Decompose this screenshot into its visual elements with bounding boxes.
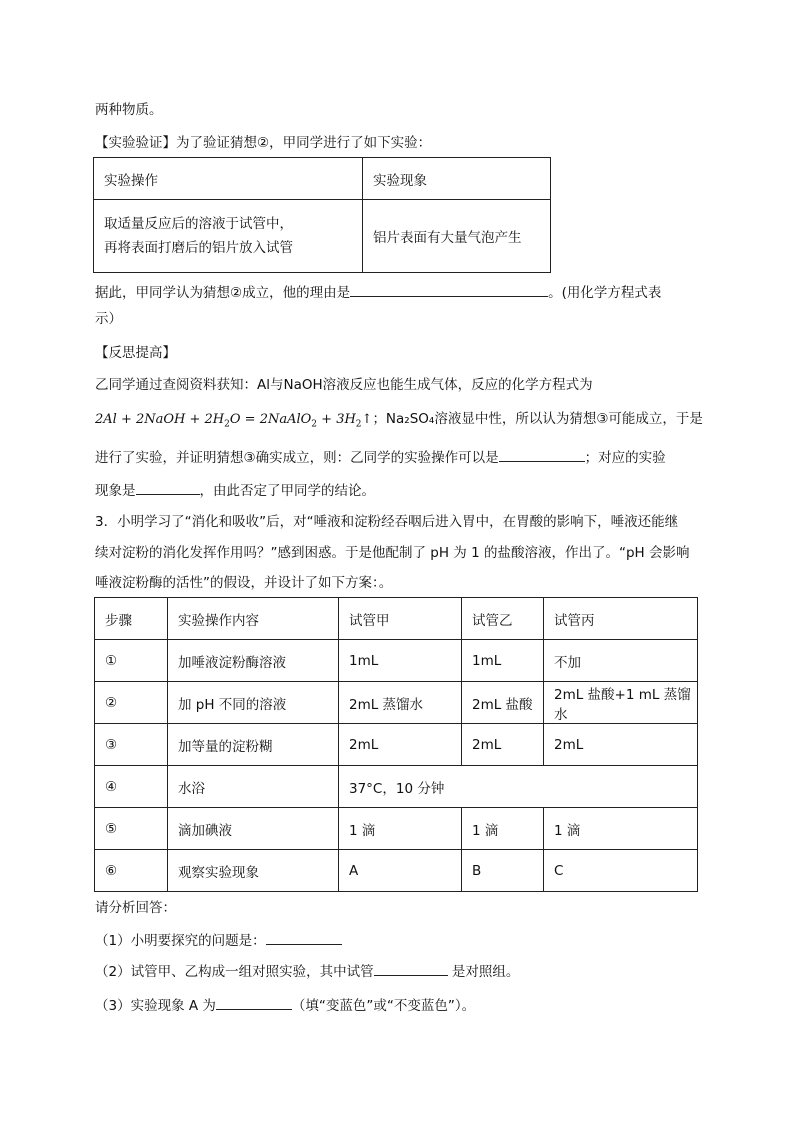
table-cell: 2mL <box>544 724 698 766</box>
table-cell: 观察实验现象 <box>168 850 339 892</box>
reflect-line-4-b: ，由此否定了甲同学的结论。 <box>199 483 375 499</box>
reflect-heading: 【反思提高】 <box>95 345 176 361</box>
table-cell: ⑥ <box>95 850 168 892</box>
question-3-blank[interactable] <box>216 995 292 1010</box>
reflect-line-3 <box>95 447 707 468</box>
table1-operation-cell <box>94 200 363 273</box>
table2-header-tube-c: 试管丙 <box>544 598 698 640</box>
table-cell: ④ <box>95 766 168 808</box>
question-2 <box>95 961 707 982</box>
table-cell: A <box>339 850 462 892</box>
reason-prefix: 据此，甲同学认为猜想②成立，他的理由是 <box>95 285 351 301</box>
table-cell: 加唾液淀粉酶溶液 <box>168 640 339 682</box>
reason-answer-blank[interactable] <box>350 282 548 297</box>
table-cell: 1mL <box>462 640 544 682</box>
intro-line: 两种物质。 <box>95 102 163 118</box>
table-cell: 滴加碘液 <box>168 808 339 850</box>
reason-line <box>95 282 707 303</box>
table2-header-content: 实验操作内容 <box>168 598 339 640</box>
table-row <box>95 682 698 724</box>
question-2-suffix: 是对照组。 <box>447 964 520 980</box>
table-cell: 水浴 <box>168 766 339 808</box>
verify-heading: 【实验验证】为了验证猜想②，甲同学进行了如下实验： <box>95 135 432 151</box>
table-cell: ② <box>95 682 168 724</box>
reflect-line-2 <box>95 409 707 435</box>
table-cell: C <box>544 850 698 892</box>
table-row <box>95 724 698 766</box>
table-cell: 1mL <box>339 640 462 682</box>
question-1-blank[interactable] <box>266 930 342 945</box>
table1-op-line-2: 再将表面打磨后的铝片放入试管 <box>104 240 293 256</box>
table-row <box>95 640 698 682</box>
question-2-blank[interactable] <box>374 961 448 976</box>
question-1 <box>95 930 707 951</box>
table1-header-phenomenon: 实验现象 <box>363 158 551 200</box>
table-cell: 加 pH 不同的溶液 <box>168 682 339 724</box>
table-cell: 2mL <box>339 724 462 766</box>
question-1-text: （1）小明要探究的问题是： <box>95 933 266 949</box>
table-cell: 1 滴 <box>339 808 462 850</box>
table-cell: 1 滴 <box>462 808 544 850</box>
reflect-line-3-a: 进行了实验，并证明猜想③确实成立，则：乙同学的实验操作可以是 <box>95 450 499 466</box>
table-cell: 加等量的淀粉糊 <box>168 724 339 766</box>
table-cell: ③ <box>95 724 168 766</box>
chemical-equation: 2Al + 2NaOH + $2H_2O$ = 2NaAlO$_2$ + $3H_2↑$ <box>95 412 373 430</box>
table-cell: 不加 <box>544 640 698 682</box>
table-cell: ⑤ <box>95 808 168 850</box>
table-row <box>95 766 698 808</box>
question-3-suffix: （填“变蓝色”或“不变蓝色”）。 <box>291 998 476 1014</box>
table2-header-tube-a: 试管甲 <box>339 598 462 640</box>
table1-phenomenon-cell: 铝片表面有大量气泡产生 <box>363 200 551 273</box>
q3-line-2: 续对淀粉的消化发挥作用吗？”感到困惑。于是他配制了 pH 为 1 的盐酸溶液，作出了。“pH 会影响 <box>95 545 690 561</box>
table1-op-line-1: 取适量反应后的溶液于试管中， <box>104 216 293 232</box>
q3-line-1: 3．小明学习了“消化和吸收”后，对“唾液和淀粉经吞咽后进入胃中，在胃酸的影响下，唾液还能继 <box>95 514 679 530</box>
table-cell: 2mL 蒸馏水 <box>339 682 462 724</box>
phenomenon-answer-blank[interactable] <box>136 480 200 495</box>
question-2-text: （2）试管甲、乙构成一组对照实验，其中试管 <box>95 964 374 980</box>
experiment-table-1 <box>93 157 551 273</box>
table-cell: 37°C，10 分钟 <box>339 766 698 808</box>
reflect-line-3-b: ；对应的实验 <box>584 450 666 466</box>
table-cell: 2mL 盐酸+1 mL 蒸馏水 <box>544 682 698 724</box>
table-row <box>95 850 698 892</box>
q3-line-3: 唾液淀粉酶的活性”的假设，并设计了如下方案：。 <box>95 575 393 591</box>
experiment-table-2 <box>94 597 698 892</box>
reflect-line-4 <box>95 480 707 501</box>
table-cell: 1 滴 <box>544 808 698 850</box>
table-cell: 2mL 盐酸 <box>462 682 544 724</box>
reflect-line-4-a: 现象是 <box>95 483 136 499</box>
reflect-line-1: 乙同学通过查阅资料获知：Al与NaOH溶液反应也能生成气体，反应的化学方程式为 <box>95 377 593 393</box>
table-row <box>95 808 698 850</box>
reason-suffix: 。(用化学方程式表 <box>548 285 662 301</box>
table-cell: B <box>462 850 544 892</box>
table-cell: 2mL <box>462 724 544 766</box>
table-cell: ① <box>95 640 168 682</box>
reflect-after-equation: ；Na₂SO₄溶液显中性，所以认为猜想③可能成立，于是 <box>372 411 703 427</box>
question-3 <box>95 995 707 1016</box>
table1-header-operation: 实验操作 <box>94 158 363 200</box>
question-3-text: （3）实验现象 A 为 <box>95 998 216 1014</box>
table2-header-tube-b: 试管乙 <box>462 598 544 640</box>
operation-answer-blank[interactable] <box>499 447 585 462</box>
reason-continuation: 示） <box>95 311 122 327</box>
table2-header-step: 步骤 <box>95 598 168 640</box>
analysis-heading: 请分析回答： <box>95 900 176 916</box>
